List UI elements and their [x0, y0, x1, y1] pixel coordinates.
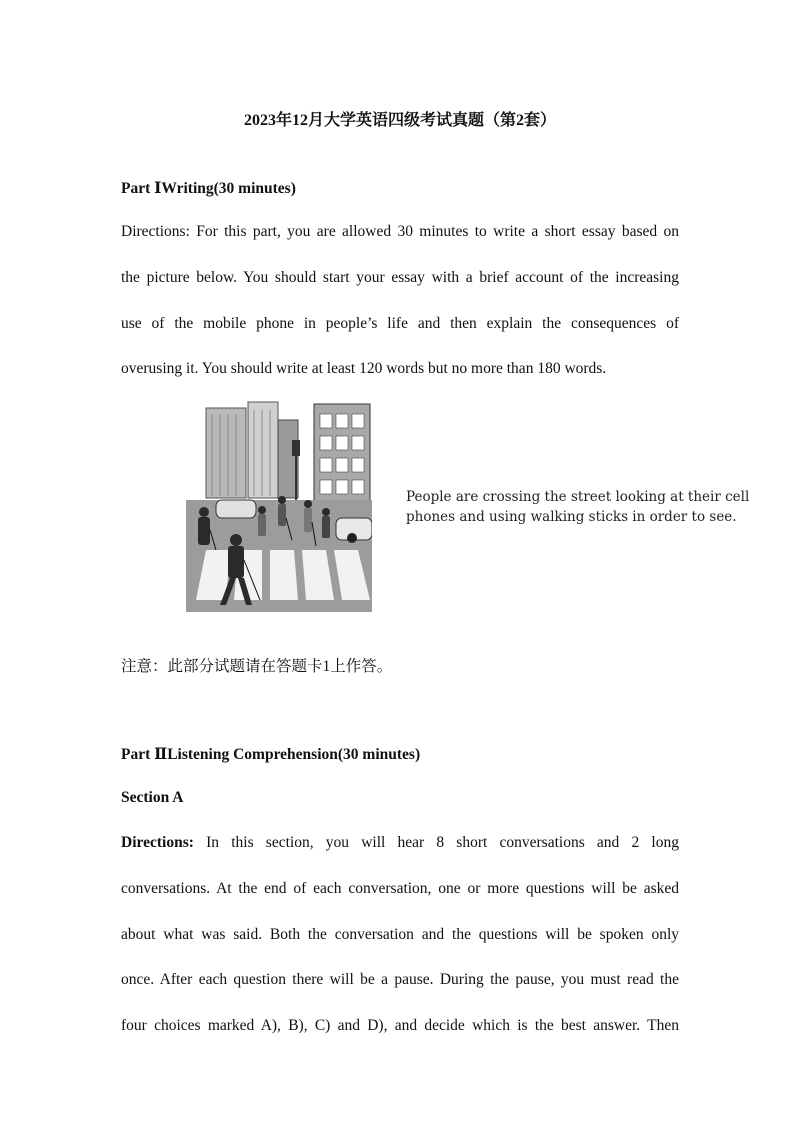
part2-heading: Part ⅡListening Comprehension(30 minutes) — [121, 746, 421, 763]
street-crossing-illustration — [186, 400, 372, 612]
caption-line-1: People are crossing the street looking at their cell — [406, 489, 750, 505]
caption-line-2: phones and using walking sticks in order to see. — [406, 509, 737, 525]
listening-directions-line-3: about what was said. Both the conversation and the questions will be spoken only — [121, 926, 679, 943]
directions-first-line-text: In this section, you will hear 8 short conversations and 2 long — [193, 834, 679, 851]
listening-directions-line-1 — [121, 833, 679, 853]
writing-directions-line-3: use of the mobile phone in people’s life and then explain the consequences of — [121, 315, 679, 332]
directions-label: Directions: — [121, 834, 194, 851]
picture-caption — [406, 487, 749, 527]
section-a-heading: Section A — [121, 789, 184, 806]
writing-directions-line-2: the picture below. You should start your essay with a brief account of the increasing — [121, 269, 679, 286]
listening-directions-line-4: once. After each question there will be a pause. During the pause, you must read the — [121, 971, 679, 988]
listening-directions-line-5: four choices marked A), B), C) and D), and decide which is the best answer. Then — [121, 1017, 679, 1034]
writing-directions-line-1: Directions: For this part, you are allowed 30 minutes to write a short essay based on — [121, 223, 679, 240]
answer-sheet-note: 注意：此部分试题请在答题卡1上作答。 — [121, 658, 393, 675]
writing-directions-line-4: overusing it. You should write at least 120 words but no more than 180 words. — [121, 360, 607, 377]
part1-heading: Part ⅠWriting(30 minutes) — [121, 180, 296, 197]
listening-directions-line-2: conversations. At the end of each conversation, one or more questions will be asked — [121, 880, 679, 897]
page-title: 2023年12月大学英语四级考试真题（第2套） — [243, 112, 556, 129]
